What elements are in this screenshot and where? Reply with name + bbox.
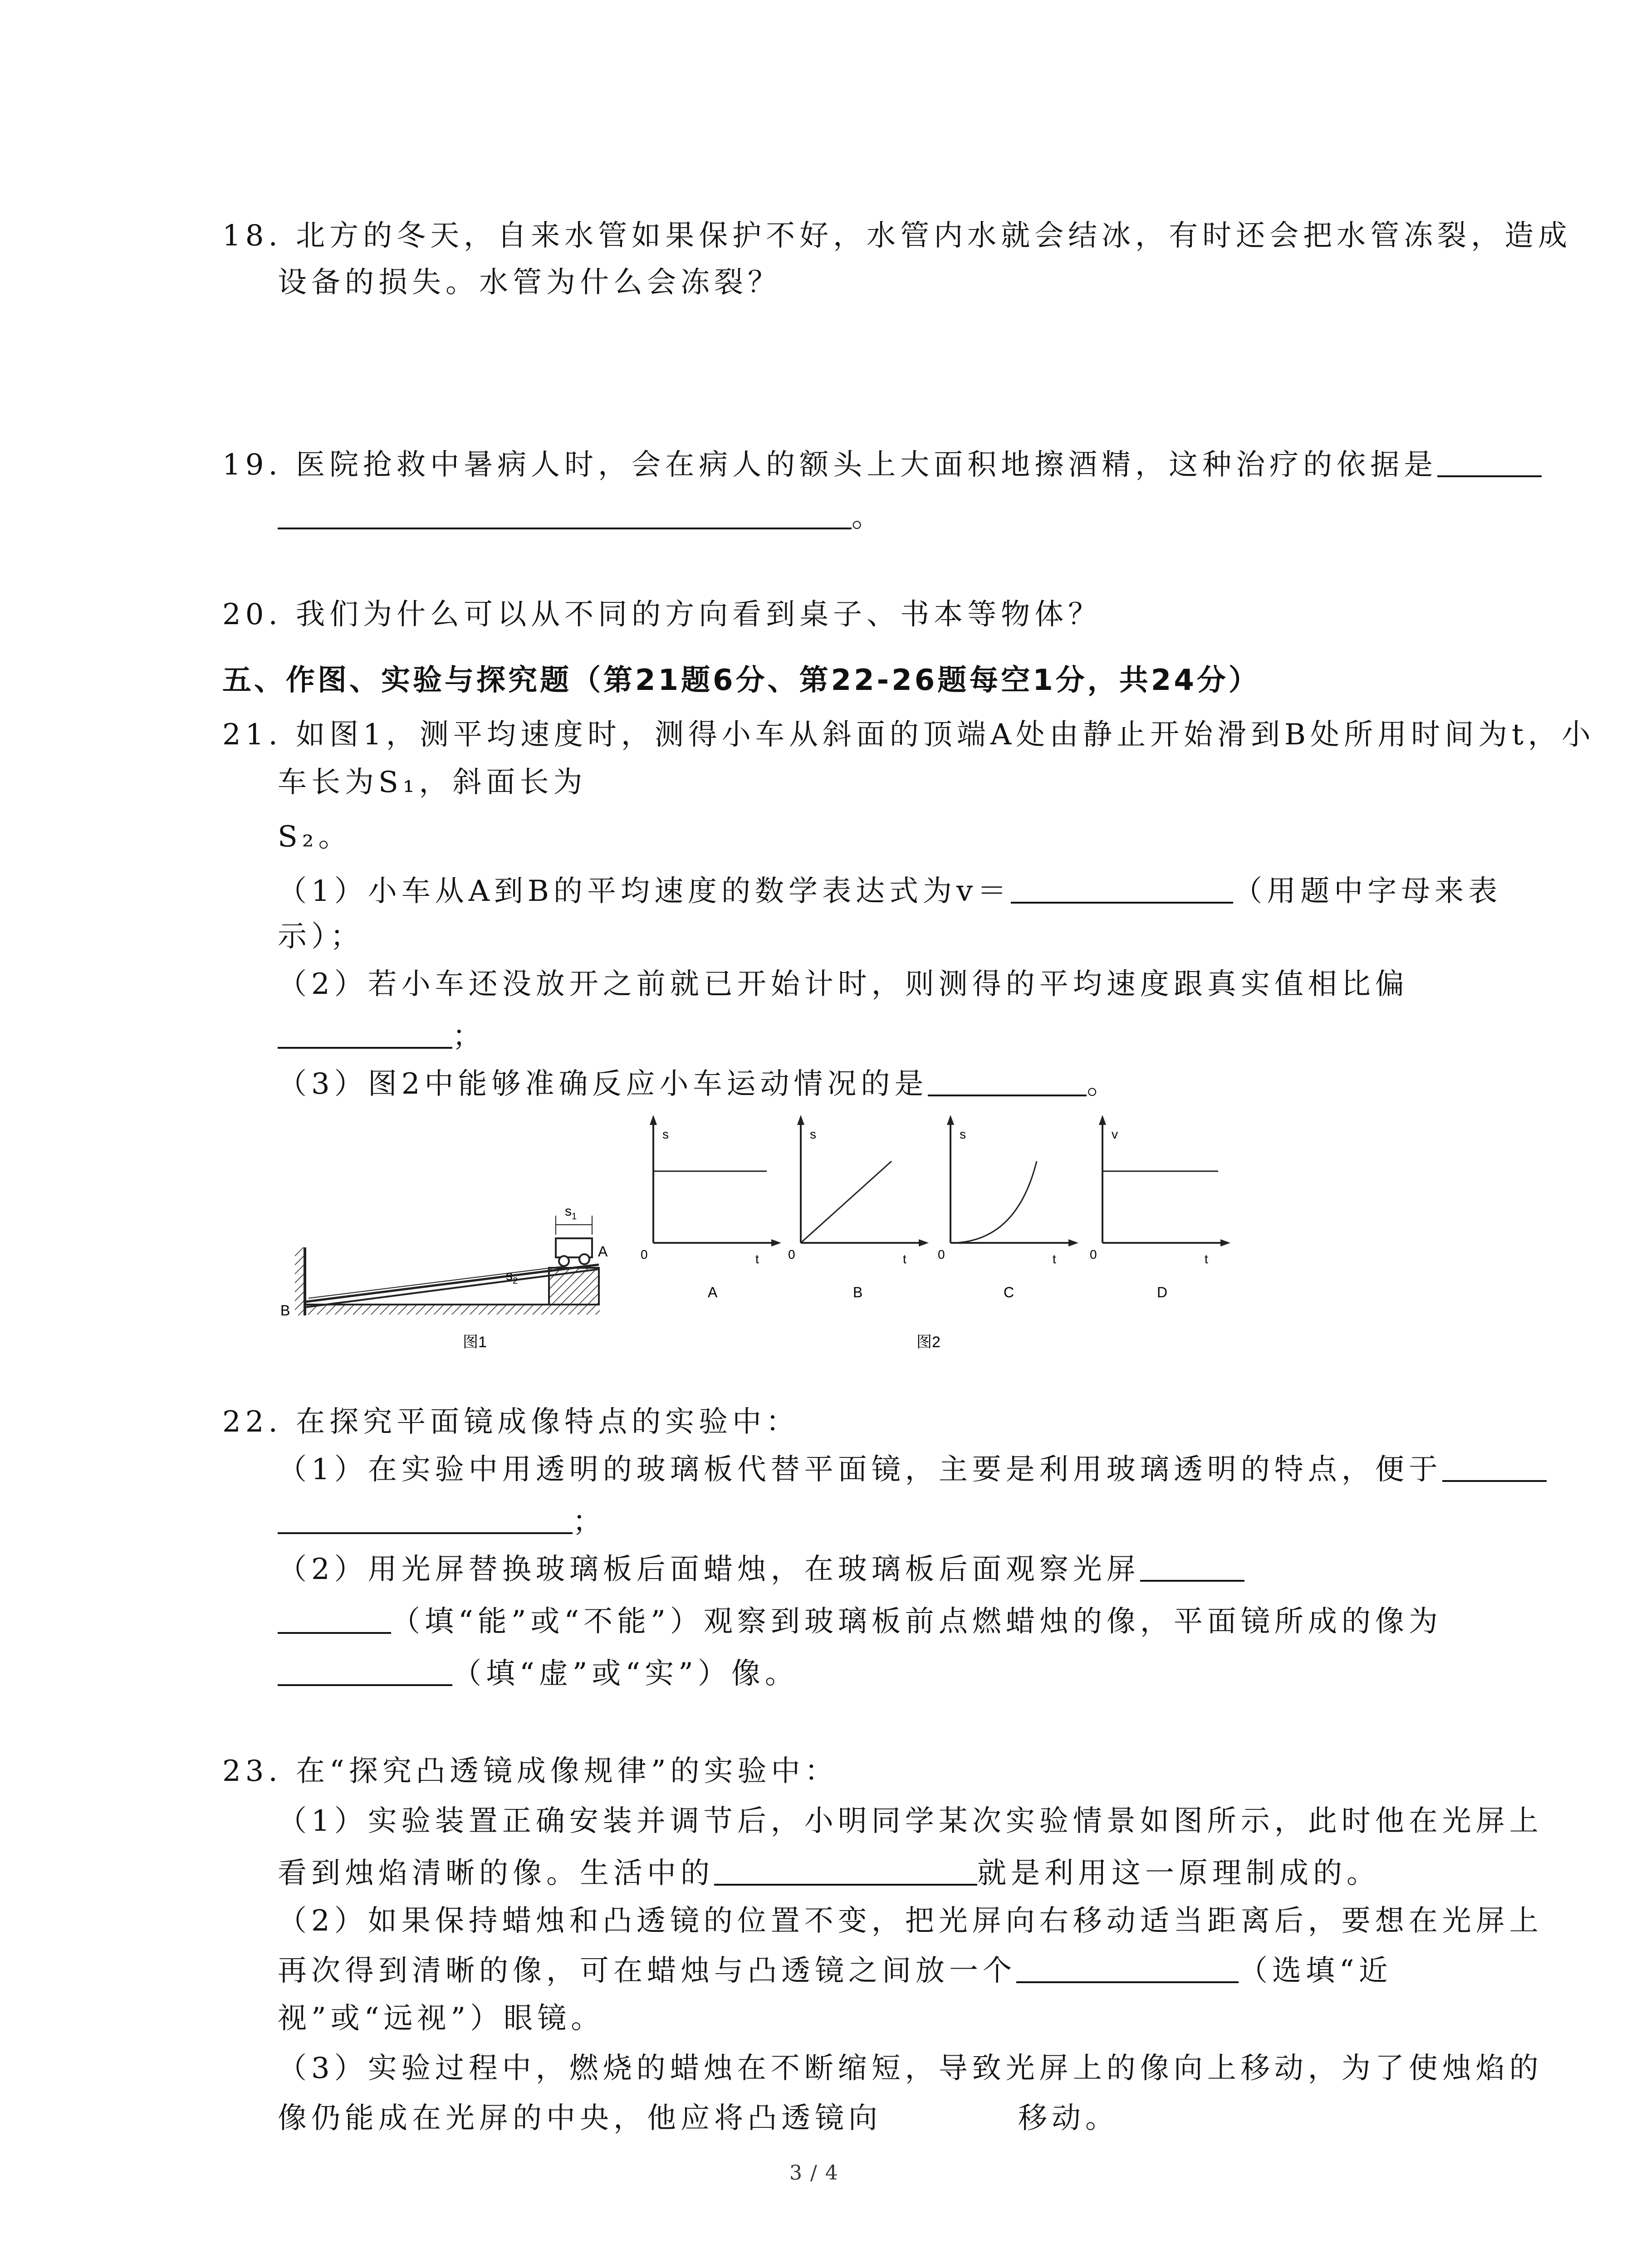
q22-part1 xyxy=(278,1449,1547,1490)
q19-answer-blank-b[interactable] xyxy=(278,499,852,529)
q22-part1-text: （1）在实验中用透明的玻璃板代替平面镜，主要是利用玻璃透明的特点，便于 xyxy=(278,1453,1442,1486)
graph-C-y-arrow xyxy=(947,1115,954,1125)
label-B: B xyxy=(280,1302,290,1319)
graph-C-id: C xyxy=(1004,1284,1014,1300)
graph-A-y-arrow xyxy=(650,1115,657,1125)
q22-line1: 22. 在探究平面镜成像特点的实验中： xyxy=(222,1405,800,1439)
q23-part1-text-b: 看到烛焰清晰的像。生活中的 xyxy=(278,1857,714,1890)
q22-part2-tail: （填“虚”或“实”）像。 xyxy=(452,1657,798,1691)
graph-D-origin: 0 xyxy=(1090,1247,1097,1261)
graph-A-x-label: t xyxy=(755,1252,759,1266)
q22-part2-blank-a[interactable] xyxy=(1140,1551,1244,1582)
graph-D-x-label: t xyxy=(1205,1252,1208,1266)
q23-part2: （2）如果保持蜡烛和凸透镜的位置不变，把光屏向右移动适当距离后，要想在光屏上 xyxy=(278,1904,1543,1938)
q23-part3-tail: 移动。 xyxy=(1018,2102,1119,2135)
q21-part2-tail: ； xyxy=(452,1020,486,1053)
q20-line1: 20. 我们为什么可以从不同的方向看到桌子、书本等物体？ xyxy=(222,598,1102,631)
q21-part1-cont: 示）； xyxy=(278,920,364,953)
q23-part2-text-b: 再次得到清晰的像，可在蜡烛与凸透镜之间放一个 xyxy=(278,1954,1016,1988)
q22-part2-cont xyxy=(278,1601,1442,1642)
q21-part2-cont xyxy=(278,1016,486,1057)
graph-B xyxy=(788,1115,929,1300)
q22-part1-blank-b[interactable] xyxy=(278,1503,573,1534)
cart-wheel-left xyxy=(559,1256,569,1266)
q21-line1: 21. 如图1，测平均速度时，测得小车从斜面的顶端A处由静止开始滑到B处所用时间为t，小 xyxy=(222,718,1595,752)
q21-part1-blank[interactable] xyxy=(1011,873,1233,904)
page-number: 3 / 4 xyxy=(789,2161,839,2185)
q22-part2-blank-b[interactable] xyxy=(278,1603,391,1634)
graph-B-x-arrow xyxy=(919,1239,929,1246)
q23-part3-text-b: 像仍能成在光屏的中央，他应将凸透镜向 xyxy=(278,2102,882,2135)
graph-A-origin: 0 xyxy=(641,1247,648,1261)
graph-D-y-label: v xyxy=(1112,1127,1118,1141)
q22-part2-cont2 xyxy=(278,1653,798,1694)
q21-part3-text: （3）图2中能够准确反应小车运动情况的是 xyxy=(278,1067,928,1101)
graph-D-y-arrow xyxy=(1099,1115,1106,1125)
q21-part3 xyxy=(278,1064,1120,1105)
q19-answer-blank-a[interactable] xyxy=(1437,446,1542,477)
figure2-graphs xyxy=(626,1107,1261,1361)
q23-part2-tail: （选填“近 xyxy=(1239,1954,1392,1988)
q21-part2-blank[interactable] xyxy=(278,1018,452,1049)
q23-part1-blank[interactable] xyxy=(714,1855,977,1886)
q23-part2-cont2: 视”或“远视”）眼镜。 xyxy=(278,2002,605,2035)
graph-C-curve xyxy=(950,1161,1037,1243)
q18-line2: 设备的损失。水管为什么会冻裂？ xyxy=(278,266,781,299)
q18-line1: 18. 北方的冬天，自来水管如果保护不好，水管内水就会结冰，有时还会把水管冻裂，造成 xyxy=(222,219,1572,253)
q23-part3-cont xyxy=(278,2098,1119,2139)
graph-B-id: B xyxy=(853,1284,863,1300)
label-s1: $s_1$ xyxy=(565,1204,577,1222)
q19-period: 。 xyxy=(852,500,885,534)
q21-part1-text: （1）小车从A到B的平均速度的数学表达式为v＝ xyxy=(278,875,1011,908)
label-A: A xyxy=(598,1243,608,1260)
graph-A xyxy=(641,1115,781,1300)
q23-part1: （1）实验装置正确安装并调节后，小明同学某次实验情景如图所示，此时他在光屏上 xyxy=(278,1804,1543,1838)
q22-part2-text-b: （填“能”或“不能”）观察到玻璃板前点燃蜡烛的像，平面镜所成的像为 xyxy=(391,1605,1442,1638)
q21-part1 xyxy=(278,871,1502,912)
graph-C-origin: 0 xyxy=(938,1247,945,1261)
graph-A-x-arrow xyxy=(771,1239,781,1246)
ground-hatch xyxy=(305,1305,600,1315)
graph-C-y-label: s xyxy=(960,1127,966,1141)
figure2-caption: 图2 xyxy=(916,1334,941,1351)
q23-part2-cont xyxy=(278,1950,1392,1991)
q21-line3: S₂。 xyxy=(278,820,352,854)
q19-line1 xyxy=(222,445,1542,485)
graph-B-line xyxy=(801,1161,892,1243)
q21-part2: （2）若小车还没放开之前就已开始计时，则测得的平均速度跟真实值相比偏 xyxy=(278,968,1409,1001)
q22-part2 xyxy=(278,1549,1244,1590)
graph-B-y-label: s xyxy=(810,1127,816,1141)
s2-dimension xyxy=(309,1266,563,1298)
graph-C-x-arrow xyxy=(1068,1239,1078,1246)
graph-B-origin: 0 xyxy=(788,1247,795,1261)
section-5-title: 五、作图、实验与探究题（第21题6分、第22-26题每空1分，共24分） xyxy=(222,664,1260,697)
q21-part1-tail: （用题中字母来表 xyxy=(1233,875,1502,908)
q19-line2 xyxy=(278,497,885,538)
q19-text: 19. 医院抢救中暑病人时，会在病人的额头上大面积地擦酒精，这种治疗的依据是 xyxy=(222,448,1438,482)
wall-hatch xyxy=(295,1247,305,1315)
q22-part2-blank-c[interactable] xyxy=(278,1655,452,1686)
support-block xyxy=(549,1268,599,1305)
q23-part1-cont xyxy=(278,1853,1380,1894)
graph-D-x-arrow xyxy=(1220,1239,1230,1246)
graph-D xyxy=(1090,1115,1230,1300)
figure1-incline xyxy=(272,1179,626,1352)
graph-B-x-label: t xyxy=(903,1252,906,1266)
label-s2: $s_2$ xyxy=(506,1268,518,1286)
q23-part2-blank[interactable] xyxy=(1016,1952,1239,1983)
graph-D-id: D xyxy=(1157,1284,1168,1300)
q21-line2: 车长为S₁，斜面长为 xyxy=(278,766,587,799)
q23-part3: （3）实验过程中，燃烧的蜡烛在不断缩短，导致光屏上的像向上移动，为了使烛焰的 xyxy=(278,2052,1543,2085)
graph-C xyxy=(938,1115,1078,1300)
q22-part1-tail: ； xyxy=(573,1505,606,1539)
graph-B-y-arrow xyxy=(797,1115,804,1125)
q22-part1-cont xyxy=(278,1501,606,1542)
graph-A-id: A xyxy=(708,1284,718,1300)
q21-part3-tail: 。 xyxy=(1087,1067,1121,1101)
q21-part3-blank[interactable] xyxy=(928,1066,1087,1096)
graph-A-y-label: s xyxy=(662,1127,669,1141)
q23-part1-tail: 就是利用这一原理制成的。 xyxy=(977,1857,1380,1890)
figure1-caption: 图1 xyxy=(463,1334,487,1351)
q22-part2-text: （2）用光屏替换玻璃板后面蜡烛，在玻璃板后面观察光屏 xyxy=(278,1553,1140,1586)
graph-C-x-label: t xyxy=(1053,1252,1056,1266)
cart-wheel-right xyxy=(579,1254,589,1264)
q23-line1: 23. 在“探究凸透镜成像规律”的实验中： xyxy=(222,1755,838,1788)
q22-part1-blank-a[interactable] xyxy=(1442,1451,1547,1482)
